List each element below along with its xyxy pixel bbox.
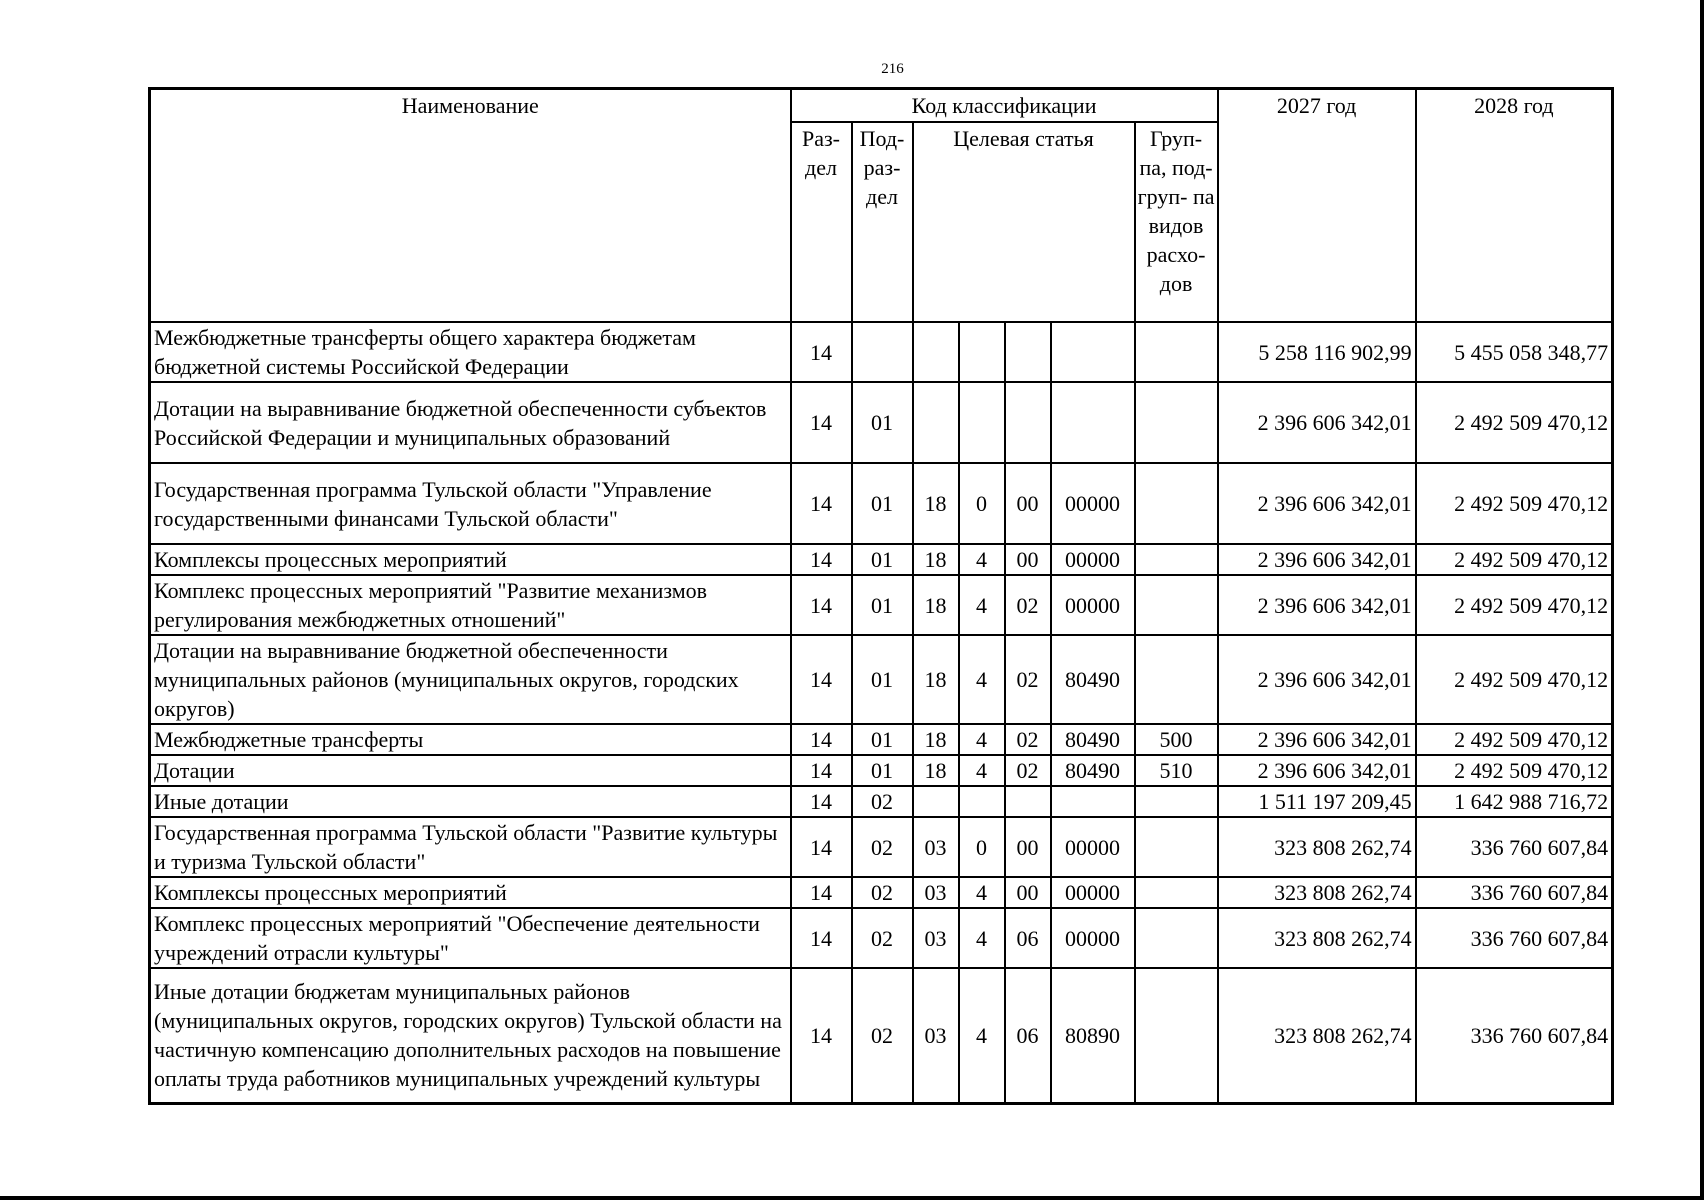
row-amount-2028: 336 760 607,84 xyxy=(1416,908,1613,968)
row-amount-2028: 2 492 509 470,12 xyxy=(1416,635,1613,724)
row-target-type: 4 xyxy=(959,908,1005,968)
row-expense-group: 500 xyxy=(1135,724,1218,755)
row-target-direction: 00000 xyxy=(1051,817,1135,877)
row-expense-group xyxy=(1135,544,1218,575)
row-target-direction: 00000 xyxy=(1051,877,1135,908)
row-subsection: 01 xyxy=(852,463,913,544)
row-target-program: 03 xyxy=(913,877,959,908)
table-header xyxy=(150,89,1613,323)
row-target-direction xyxy=(1051,382,1135,463)
row-expense-group xyxy=(1135,877,1218,908)
row-amount-2028: 1 642 988 716,72 xyxy=(1416,786,1613,817)
row-section: 14 xyxy=(791,908,852,968)
row-amount-2027: 323 808 262,74 xyxy=(1218,877,1416,908)
row-target-program xyxy=(913,786,959,817)
table-row xyxy=(150,575,1613,635)
table-row xyxy=(150,635,1613,724)
row-target-type: 4 xyxy=(959,877,1005,908)
row-section: 14 xyxy=(791,724,852,755)
row-section: 14 xyxy=(791,786,852,817)
header-name: Наименование xyxy=(150,89,791,323)
row-target-direction: 80490 xyxy=(1051,635,1135,724)
row-amount-2027: 2 396 606 342,01 xyxy=(1218,544,1416,575)
row-amount-2028: 2 492 509 470,12 xyxy=(1416,724,1613,755)
row-target-program xyxy=(913,382,959,463)
row-amount-2027: 323 808 262,74 xyxy=(1218,968,1416,1103)
row-amount-2027: 2 396 606 342,01 xyxy=(1218,724,1416,755)
row-amount-2028: 2 492 509 470,12 xyxy=(1416,575,1613,635)
header-section: Раз- дел xyxy=(791,122,852,322)
row-subsection xyxy=(852,322,913,382)
row-section: 14 xyxy=(791,877,852,908)
row-amount-2027: 2 396 606 342,01 xyxy=(1218,755,1416,786)
row-name: Комплекс процессных мероприятий "Развитие механизмов регулирования межбюджетных отношений" xyxy=(150,575,791,635)
row-target-complex: 06 xyxy=(1005,908,1051,968)
row-target-program: 18 xyxy=(913,724,959,755)
row-target-complex: 02 xyxy=(1005,755,1051,786)
row-name: Комплексы процессных мероприятий xyxy=(150,544,791,575)
row-expense-group xyxy=(1135,635,1218,724)
row-target-program: 18 xyxy=(913,635,959,724)
header-year-2028: 2028 год xyxy=(1416,89,1613,323)
row-target-type xyxy=(959,322,1005,382)
row-amount-2027: 323 808 262,74 xyxy=(1218,908,1416,968)
row-amount-2027: 5 258 116 902,99 xyxy=(1218,322,1416,382)
row-section: 14 xyxy=(791,463,852,544)
row-target-complex xyxy=(1005,382,1051,463)
row-amount-2028: 2 492 509 470,12 xyxy=(1416,755,1613,786)
row-target-program xyxy=(913,322,959,382)
row-amount-2027: 2 396 606 342,01 xyxy=(1218,463,1416,544)
row-name: Государственная программа Тульской области "Управление государственными финансами Тульской области" xyxy=(150,463,791,544)
row-target-complex xyxy=(1005,786,1051,817)
row-target-type: 0 xyxy=(959,463,1005,544)
table-row xyxy=(150,755,1613,786)
row-expense-group xyxy=(1135,968,1218,1103)
row-subsection: 01 xyxy=(852,635,913,724)
row-name: Межбюджетные трансферты xyxy=(150,724,791,755)
row-target-complex: 00 xyxy=(1005,817,1051,877)
row-target-complex: 02 xyxy=(1005,724,1051,755)
row-amount-2027: 2 396 606 342,01 xyxy=(1218,635,1416,724)
row-subsection: 02 xyxy=(852,817,913,877)
row-target-type: 0 xyxy=(959,817,1005,877)
table-row xyxy=(150,877,1613,908)
row-target-direction xyxy=(1051,322,1135,382)
row-target-direction: 80890 xyxy=(1051,968,1135,1103)
row-amount-2028: 2 492 509 470,12 xyxy=(1416,463,1613,544)
row-name: Межбюджетные трансферты общего характера бюджетам бюджетной системы Российской Федерации xyxy=(150,322,791,382)
row-name: Дотации на выравнивание бюджетной обеспеченности субъектов Российской Федерации и муниципальных образований xyxy=(150,382,791,463)
row-target-direction: 80490 xyxy=(1051,755,1135,786)
header-expense-group: Груп- па, под- груп- па видов расхо- дов xyxy=(1135,122,1218,322)
row-expense-group xyxy=(1135,575,1218,635)
row-amount-2028: 2 492 509 470,12 xyxy=(1416,382,1613,463)
row-target-type: 4 xyxy=(959,575,1005,635)
row-target-direction: 00000 xyxy=(1051,544,1135,575)
row-name: Государственная программа Тульской области "Развитие культуры и туризма Тульской области" xyxy=(150,817,791,877)
row-subsection: 02 xyxy=(852,908,913,968)
row-target-complex: 02 xyxy=(1005,575,1051,635)
row-name: Иные дотации xyxy=(150,786,791,817)
row-target-program: 03 xyxy=(913,968,959,1103)
row-amount-2027: 2 396 606 342,01 xyxy=(1218,575,1416,635)
header-year-2027: 2027 год xyxy=(1218,89,1416,323)
row-target-direction: 80490 xyxy=(1051,724,1135,755)
row-amount-2028: 2 492 509 470,12 xyxy=(1416,544,1613,575)
row-target-program: 18 xyxy=(913,544,959,575)
row-expense-group xyxy=(1135,817,1218,877)
budget-table xyxy=(148,87,1614,1105)
row-section: 14 xyxy=(791,635,852,724)
page-number: 216 xyxy=(881,61,904,77)
row-target-program: 18 xyxy=(913,755,959,786)
header-code: Код классификации xyxy=(791,89,1218,123)
row-amount-2027: 2 396 606 342,01 xyxy=(1218,382,1416,463)
row-subsection: 02 xyxy=(852,786,913,817)
table-row xyxy=(150,786,1613,817)
row-target-complex: 06 xyxy=(1005,968,1051,1103)
row-section: 14 xyxy=(791,382,852,463)
row-expense-group xyxy=(1135,322,1218,382)
row-subsection: 01 xyxy=(852,544,913,575)
row-amount-2028: 336 760 607,84 xyxy=(1416,817,1613,877)
row-target-program: 03 xyxy=(913,908,959,968)
row-target-complex: 00 xyxy=(1005,544,1051,575)
row-amount-2028: 336 760 607,84 xyxy=(1416,877,1613,908)
row-section: 14 xyxy=(791,544,852,575)
row-subsection: 01 xyxy=(852,724,913,755)
row-target-type: 4 xyxy=(959,544,1005,575)
row-expense-group xyxy=(1135,786,1218,817)
table-row xyxy=(150,817,1613,877)
row-target-direction: 00000 xyxy=(1051,463,1135,544)
row-subsection: 01 xyxy=(852,755,913,786)
row-expense-group xyxy=(1135,382,1218,463)
row-target-type: 4 xyxy=(959,724,1005,755)
row-section: 14 xyxy=(791,575,852,635)
row-target-type xyxy=(959,786,1005,817)
row-subsection: 01 xyxy=(852,575,913,635)
row-section: 14 xyxy=(791,817,852,877)
row-section: 14 xyxy=(791,322,852,382)
row-target-complex: 00 xyxy=(1005,463,1051,544)
row-name: Комплексы процессных мероприятий xyxy=(150,877,791,908)
row-section: 14 xyxy=(791,755,852,786)
row-name: Дотации на выравнивание бюджетной обеспеченности муниципальных районов (муниципальных округов, городских округов) xyxy=(150,635,791,724)
row-target-complex: 00 xyxy=(1005,877,1051,908)
row-name: Дотации xyxy=(150,755,791,786)
row-expense-group xyxy=(1135,463,1218,544)
row-expense-group xyxy=(1135,908,1218,968)
row-subsection: 01 xyxy=(852,382,913,463)
header-target: Целевая статья xyxy=(913,122,1135,322)
row-target-type: 4 xyxy=(959,755,1005,786)
table-body xyxy=(150,322,1613,1103)
row-target-type: 4 xyxy=(959,635,1005,724)
table-row xyxy=(150,463,1613,544)
row-subsection: 02 xyxy=(852,877,913,908)
table-row xyxy=(150,908,1613,968)
row-name: Комплекс процессных мероприятий "Обеспечение деятельности учреждений отрасли культуры" xyxy=(150,908,791,968)
row-amount-2027: 1 511 197 209,45 xyxy=(1218,786,1416,817)
header-subsection: Под- раз- дел xyxy=(852,122,913,322)
row-subsection: 02 xyxy=(852,968,913,1103)
table-row xyxy=(150,968,1613,1103)
row-amount-2027: 323 808 262,74 xyxy=(1218,817,1416,877)
row-expense-group: 510 xyxy=(1135,755,1218,786)
row-target-direction: 00000 xyxy=(1051,908,1135,968)
row-amount-2028: 336 760 607,84 xyxy=(1416,968,1613,1103)
row-target-direction xyxy=(1051,786,1135,817)
row-target-program: 03 xyxy=(913,817,959,877)
row-amount-2028: 5 455 058 348,77 xyxy=(1416,322,1613,382)
row-target-complex: 02 xyxy=(1005,635,1051,724)
row-section: 14 xyxy=(791,968,852,1103)
row-target-program: 18 xyxy=(913,575,959,635)
row-target-type xyxy=(959,382,1005,463)
table-row xyxy=(150,382,1613,463)
table-row xyxy=(150,544,1613,575)
row-target-direction: 00000 xyxy=(1051,575,1135,635)
row-target-complex xyxy=(1005,322,1051,382)
table-row xyxy=(150,724,1613,755)
table-row xyxy=(150,322,1613,382)
row-target-type: 4 xyxy=(959,968,1005,1103)
row-name: Иные дотации бюджетам муниципальных районов (муниципальных округов, городских округов) Тульской области на частичную компенсацию дополнительных расходов на повышение оплаты труда работников муниципальных учреждений культуры xyxy=(150,968,791,1103)
row-target-program: 18 xyxy=(913,463,959,544)
